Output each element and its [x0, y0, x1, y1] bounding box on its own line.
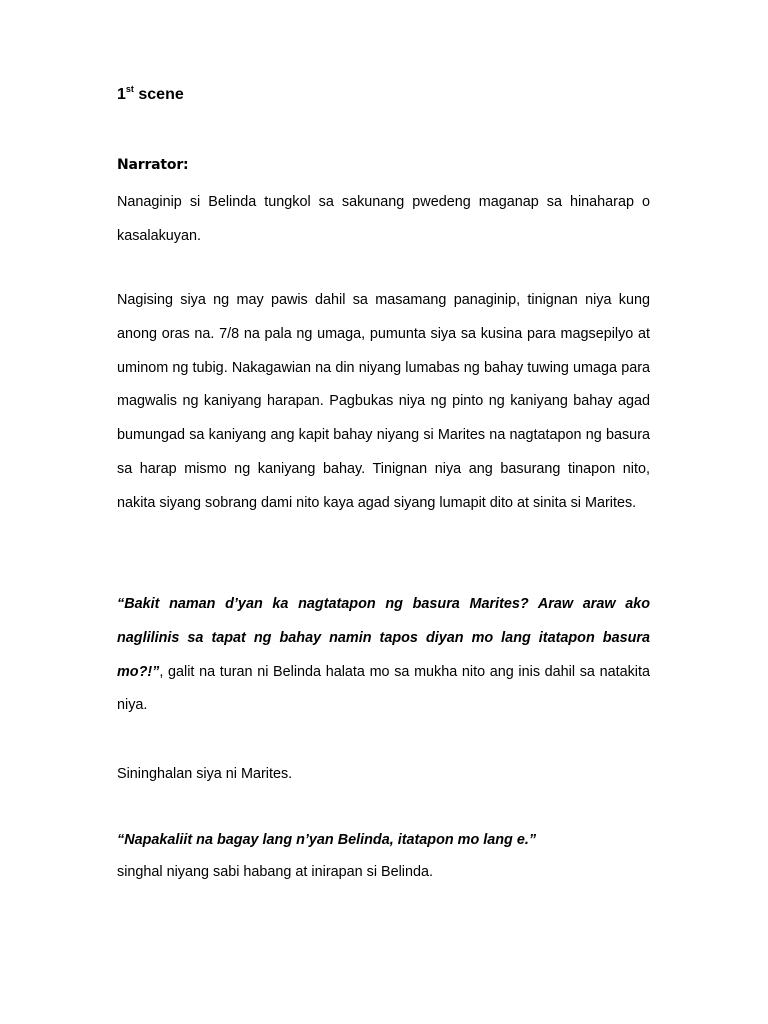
paragraph-belinda-quote	[117, 588, 650, 723]
paragraph-marites-reaction: Sininghalan siya ni Marites.	[117, 766, 293, 782]
scene-title	[117, 86, 184, 104]
speaker-label: Narrator:	[117, 157, 189, 173]
paragraph-closing: singhal niyang sabi habang at inirapan si Belinda.	[117, 864, 434, 880]
scene-number: 1	[117, 86, 126, 103]
scene-ordinal-suffix: st	[125, 84, 134, 94]
marites-quote: “Napakaliit na bagay lang n’yan Belinda, itatapon mo lang e.”	[117, 832, 537, 848]
scene-word: scene	[138, 86, 184, 103]
paragraph-dream: Nanaginip si Belinda tungkol sa sakunang pwedeng maganap sa hinaharap o kasalakuyan.	[117, 194, 650, 244]
paragraph-morning: Nagising siya ng may pawis dahil sa masamang panaginip, tinignan niya kung anong oras na. 7/8 na pala ng umaga, pumunta siya sa kusina para magsepilyo at uminom ng tubig. Nakagawian na din niyang lumabas ng bahay tuwing umaga para magwalis ng kaniyang harapan. Pagbukas niya ng pinto ng kaniyang bahay agad bumungad sa kaniyang ang kapit bahay niyang si Marites na nagtatapon ng basura sa harap mismo ng kaniyang bahay. Tinignan niya ang basurang tinapon nito, nakita siyang sobrang dami nito kaya agad siyang lumapit dito at sinita si Marites.	[117, 292, 650, 511]
belinda-quote-narration: , galit na turan ni Belinda halata mo sa mukha nito ang inis dahil sa natakita niya.	[117, 663, 650, 714]
belinda-quote: “Bakit naman d’yan ka nagtatapon ng basura Marites? Araw araw ako naglilinis sa tapat ng bahay namin tapos diyan mo lang itatapon basura mo?!”	[117, 596, 650, 680]
